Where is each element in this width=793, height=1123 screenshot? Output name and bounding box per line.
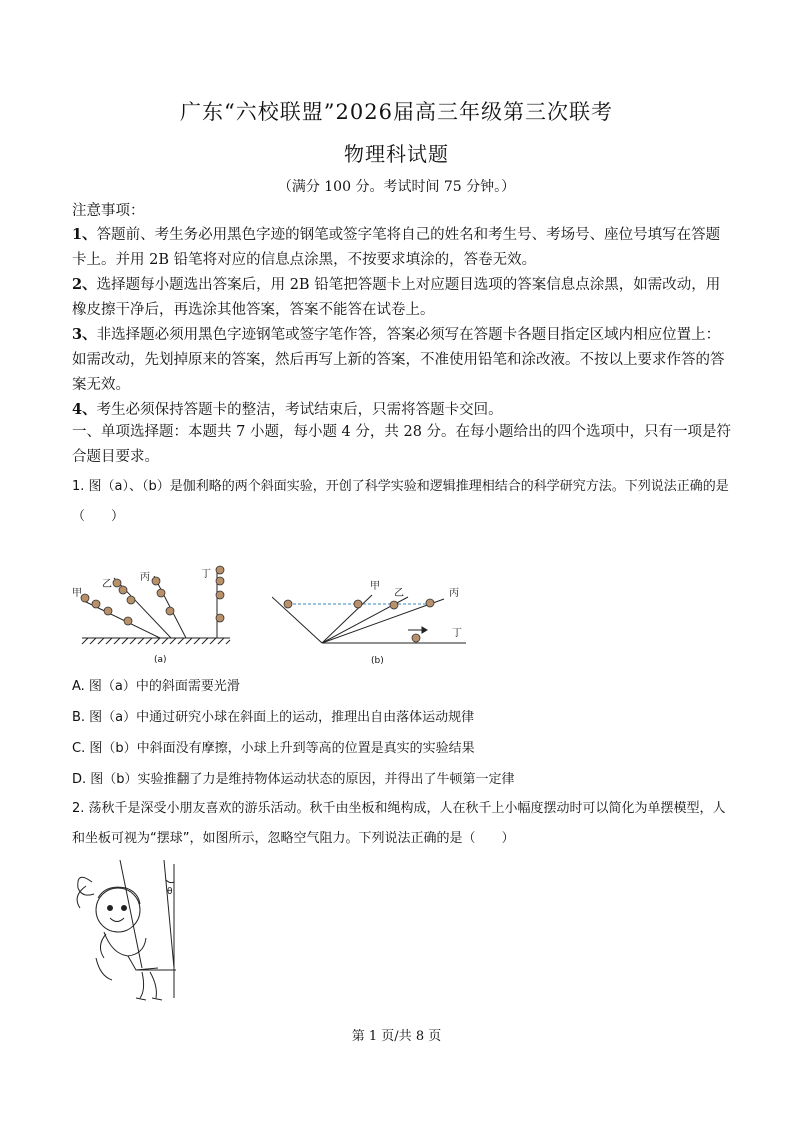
q1-option-b: B. 图（a）中通过研究小球在斜面上的运动，推理出自由落体运动规律 — [72, 710, 475, 725]
figure-b-inclines — [272, 575, 472, 670]
q1-option-a: A. 图（a）中的斜面需要光滑 — [72, 679, 240, 694]
subject-title: 物理科试题 — [344, 142, 449, 166]
note-2 — [72, 272, 732, 323]
note-3-number: 3、 — [72, 326, 97, 343]
exam-title: 广东“六校联盟”2026届高三年级第三次联考 — [180, 100, 613, 124]
note-3 — [72, 322, 732, 398]
figure-a-label-jia: 甲 — [72, 588, 82, 599]
exam-info: （满分 100 分。考试时间 75 分钟。） — [277, 179, 516, 195]
note-2-number: 2、 — [72, 276, 97, 293]
figure-a-label-yi: 乙 — [102, 579, 112, 590]
figure-a-label-ding: 丁 — [201, 569, 211, 580]
note-1 — [72, 222, 732, 273]
figure-b-label-jia: 甲 — [370, 581, 380, 592]
figure-b-caption: (b) — [371, 656, 384, 666]
notes-heading: 注意事项： — [72, 203, 145, 219]
figure-a-label-bing: 丙 — [140, 572, 150, 583]
note-4-number: 4、 — [72, 401, 97, 418]
note-1-number: 1、 — [72, 226, 97, 243]
question-1-stem: 1. 图（a）、（b）是伽利略的两个斜面实验，开创了科学实验和逻辑推理相结合的科学研究方法。下列说法正确的是（ ） — [72, 479, 729, 524]
figure-b-label-yi: 乙 — [394, 588, 404, 599]
q1-option-d: D. 图（b）实验推翻了力是维持物体运动状态的原因，并得出了牛顿第一定律 — [72, 772, 515, 787]
figure-a-inclines — [68, 560, 238, 670]
figure-a-caption: (a) — [154, 655, 167, 665]
page-number-footer: 第 1 页/共 8 页 — [351, 1029, 442, 1044]
swing-angle-label: θ — [167, 887, 173, 897]
section-1-heading: 一、单项选择题：本题共 7 小题，每小题 4 分，共 28 分。在每小题给出的四个选项中，只有一项是符合题目要求。 — [72, 424, 732, 465]
note-4-text: 考生必须保持答题卡的整洁，考试结束后，只需将答题卡交回。 — [96, 402, 503, 418]
swing-girl-figure — [66, 858, 191, 1003]
note-1-text: 答题前、考生务必用黑色字迹的钢笔或签字笔将自己的姓名和考生号、考场号、座位号填写在答题卡上。并用 2B 铅笔将对应的信息点涂黑，不按要求填涂的，答卷无效。 — [72, 227, 721, 268]
figure-b-label-bing: 丙 — [449, 588, 459, 599]
q1-option-c: C. 图（b）中斜面没有摩擦，小球上升到等高的位置是真实的实验结果 — [72, 741, 475, 756]
question-2-stem: 2. 荡秋千是深受小朋友喜欢的游乐活动。秋千由坐板和绳构成，人在秋千上小幅度摆动时可以简化为单摆模型，人和坐板可视为“摆球”，如图所示，忽略空气阻力。下列说法正确的是（ ） — [72, 801, 726, 846]
note-2-text: 选择题每小题选出答案后，用 2B 铅笔把答题卡上对应题目选项的答案信息点涂黑，如需改动，用橡皮擦干净后，再选涂其他答案，答案不能答在试卷上。 — [72, 277, 721, 318]
figure-b-label-ding: 丁 — [452, 628, 462, 639]
note-3-text: 非选择题必须用黑色字迹钢笔或签字笔作答，答案必须写在答题卡各题目指定区域内相应位置上：如需改动，先划掉原来的答案，然后再写上新的答案，不准使用铅笔和涂改液。不按以上要求作答的答案无效。 — [72, 327, 725, 393]
